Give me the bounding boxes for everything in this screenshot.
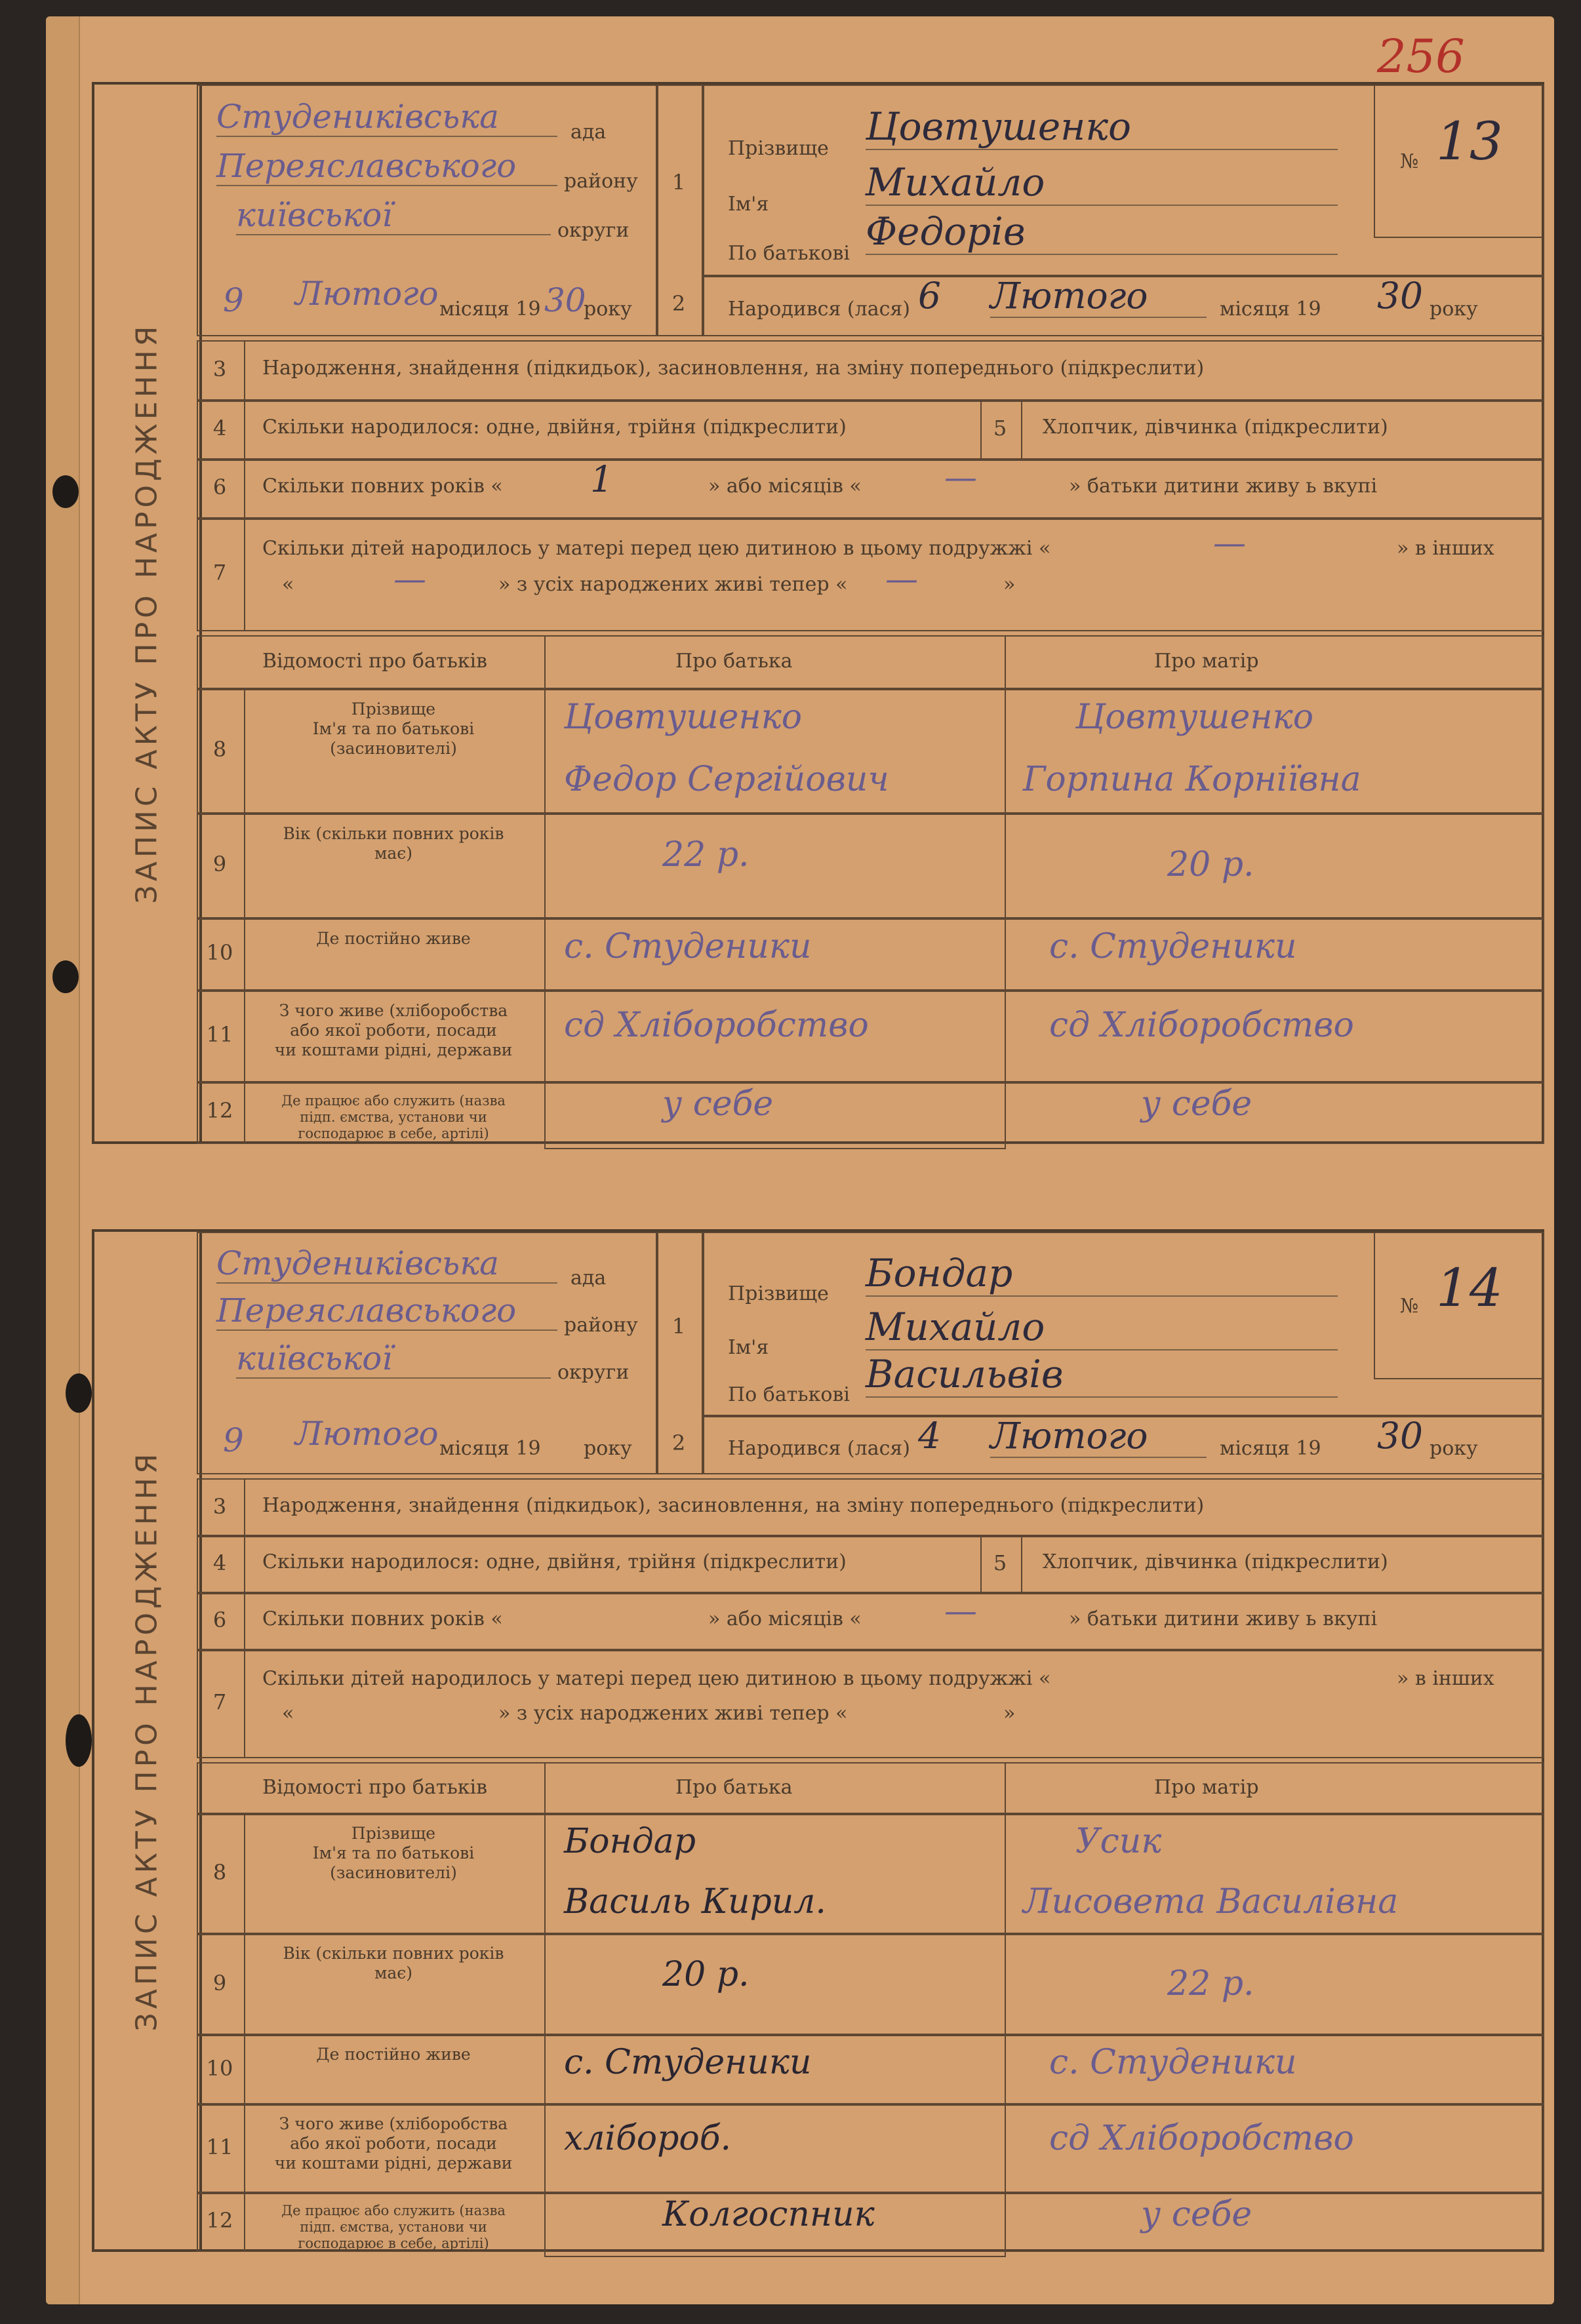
punch-hole <box>66 1373 92 1413</box>
row-number-1: 1 <box>671 1314 686 1339</box>
born-label: Народився (лася) <box>728 298 911 321</box>
row11-label: З чого живе (хліборобства або якої роботи, посади чи коштами рідні, держави <box>274 2114 513 2173</box>
birth-year: 30 <box>1377 275 1423 317</box>
father-work: у себе <box>662 1084 774 1124</box>
row5-label: Хлопчик, дівчинка (підкреслити) <box>1043 1550 1388 1574</box>
row-number-7: 7 <box>212 1689 227 1715</box>
name-value: Михайло <box>866 160 1338 206</box>
children-alive: — <box>885 560 918 598</box>
patronymic-value: Федорів <box>866 209 1338 255</box>
row-number-12: 12 <box>206 1098 233 1123</box>
row11-label: З чого живе (хліборобства або якої роботи, посади чи коштами рідні, держави <box>274 1001 513 1059</box>
mother-residence: с. Студеники <box>1049 927 1297 966</box>
reg-year-label: року <box>584 1436 632 1460</box>
okruha-value: київської <box>236 1339 551 1379</box>
row10-label: Де постійно живе <box>316 929 471 948</box>
row7-label-e: » <box>1003 1702 1016 1725</box>
father-residence: с. Студеники <box>564 2043 812 2083</box>
birth-day: 4 <box>918 1415 941 1457</box>
surname-value: Цовтушенко <box>866 104 1338 150</box>
years-together: 1 <box>590 458 613 500</box>
okruha-label: округи <box>557 219 630 242</box>
rada-label: ада <box>570 121 607 144</box>
punch-hole <box>66 1714 92 1767</box>
row-number-2: 2 <box>671 1430 686 1456</box>
mother-surname: Цовтушенко <box>1075 698 1314 737</box>
mother-header: Про матір <box>1154 1776 1259 1800</box>
mother-name: Лисовета Василівна <box>1023 1881 1399 1921</box>
row-number-4: 4 <box>212 416 227 441</box>
row-number-12: 12 <box>206 2207 233 2233</box>
birth-month: Лютого <box>990 1415 1207 1458</box>
okruha-value: київської <box>236 196 551 235</box>
raion-label: району <box>564 1314 638 1337</box>
row-number-8: 8 <box>212 1860 227 1885</box>
sidebar-title: ЗАПИС АКТУ ПРО НАРОДЖЕННЯ <box>130 322 164 904</box>
raion-label: району <box>564 170 638 193</box>
row12-label: Де працює або служить (назва підп. ємства, установи чи господарює в себе, артілі) <box>281 2203 506 2252</box>
row-number-6: 6 <box>212 1607 227 1632</box>
binding-strip <box>46 16 80 2304</box>
father-header: Про батька <box>675 650 793 673</box>
mother-occupation: сд Хліборобство <box>1049 2118 1354 2158</box>
name-value: Михайло <box>866 1305 1338 1350</box>
row8-label: Прізвище Ім'я та по батькові (засиновителі) <box>312 699 475 758</box>
parents-header: Відомості про батьків <box>262 1776 488 1800</box>
mother-age: 22 р. <box>1167 1964 1254 2004</box>
father-name: Василь Кирил. <box>564 1881 826 1921</box>
rada-value: Студениківська <box>216 1244 557 1284</box>
surname-value: Бондар <box>866 1251 1338 1297</box>
row7-label-a: Скільки дітей народилось у матері перед цею дитиною в цьому подружжі « <box>262 537 1051 560</box>
reg-day: 9 <box>223 1421 244 1459</box>
row7-label-c: « <box>282 573 294 596</box>
row-number-10: 10 <box>206 2055 233 2081</box>
punch-hole <box>52 475 79 508</box>
name-label: Ім'я <box>728 193 769 216</box>
father-name: Федор Сергійович <box>564 760 889 799</box>
reg-month: Лютого <box>295 275 439 313</box>
row6-label-b: » або місяців « <box>708 1607 862 1630</box>
row3-label: Народження, знайдення (підкидьок), засиновлення, на зміну попереднього (підкреслити) <box>262 357 1205 380</box>
row7-label-b: » в інших <box>1397 1667 1494 1691</box>
record-number: 14 <box>1436 1257 1503 1318</box>
record-form <box>197 82 1544 1144</box>
row4-label: Скільки народилося: одне, двійня, трійня (підкреслити) <box>262 1550 847 1574</box>
birth-month-label: місяця 19 <box>1220 1436 1321 1460</box>
row-number-3: 3 <box>212 1493 227 1519</box>
row8-label: Прізвище Ім'я та по батькові (засиновителі) <box>312 1824 475 1883</box>
row3-label: Народження, знайдення (підкидьок), засиновлення, на зміну попереднього (підкреслити) <box>262 1493 1205 1517</box>
row-number-8: 8 <box>212 737 227 762</box>
mother-residence: с. Студеники <box>1049 2043 1297 2083</box>
months-together: — <box>944 1591 977 1630</box>
father-work: Колгоспник <box>662 2194 875 2234</box>
row7-label-a: Скільки дітей народилось у матері перед цею дитиною в цьому подружжі « <box>262 1667 1051 1691</box>
reg-year-label: року <box>584 298 632 321</box>
parents-header: Відомості про батьків <box>262 650 488 673</box>
record-number: 13 <box>1436 111 1503 172</box>
row-number-9: 9 <box>212 1970 227 1996</box>
row12-label: Де працює або служить (назва підп. ємства, установи чи господарює в себе, артілі) <box>281 1093 506 1142</box>
row-number-2: 2 <box>671 291 686 316</box>
row-box-7 <box>197 1649 1544 1759</box>
birth-day: 6 <box>918 275 941 317</box>
row6-label-a: Скільки повних років « <box>262 1607 503 1630</box>
record-sidebar <box>92 1229 202 2252</box>
number-label: № <box>1400 1295 1419 1318</box>
row-number-5: 5 <box>993 1550 1007 1576</box>
rada-value: Студениківська <box>216 98 557 137</box>
father-occupation: сд Хліборобство <box>564 1006 869 1045</box>
patronymic-label: По батькові <box>728 242 850 265</box>
row-number-9: 9 <box>212 852 227 876</box>
row-number-11: 11 <box>206 1022 233 1047</box>
reg-month-label: місяця 19 <box>439 298 541 321</box>
row7-label-b: » в інших <box>1397 537 1494 560</box>
name-label: Ім'я <box>728 1335 769 1359</box>
row-number-4: 4 <box>212 1550 227 1576</box>
father-age: 20 р. <box>662 1954 750 1994</box>
rada-label: ада <box>570 1266 607 1290</box>
row7-label-d: » з усіх народжених живі тепер « <box>498 573 848 596</box>
row10-label: Де постійно живе <box>316 2045 471 2064</box>
mother-name: Горпина Корніївна <box>1023 760 1361 799</box>
patronymic-value: Васильвів <box>866 1352 1338 1398</box>
mother-occupation: сд Хліборобство <box>1049 1006 1354 1045</box>
record-form <box>197 1229 1544 2252</box>
number-label: № <box>1400 150 1419 173</box>
father-age: 22 р. <box>662 835 750 875</box>
row-number-6: 6 <box>212 475 227 500</box>
row9-label: Вік (скільки повних років має) <box>283 824 504 863</box>
document-page <box>46 16 1554 2304</box>
birth-record-1 <box>92 82 1544 1144</box>
row7-label-e: » <box>1003 573 1016 596</box>
row6-label-a: Скільки повних років « <box>262 475 503 498</box>
surname-label: Прізвище <box>728 137 829 160</box>
surname-label: Прізвище <box>728 1282 829 1306</box>
row7-label-c: « <box>282 1702 294 1725</box>
row5-label: Хлопчик, дівчинка (підкреслити) <box>1043 416 1388 439</box>
raion-value: Переяславського <box>216 1291 557 1331</box>
reg-day: 9 <box>223 281 244 319</box>
row9-label: Вік (скільки повних років має) <box>283 1944 504 1983</box>
row6-label-b: » або місяців « <box>708 475 862 498</box>
record-sidebar <box>92 82 202 1144</box>
birth-year-label: року <box>1430 298 1478 321</box>
row4-label: Скільки народилося: одне, двійня, трійня (підкреслити) <box>262 416 847 439</box>
father-residence: с. Студеники <box>564 927 812 966</box>
punch-hole <box>52 960 79 993</box>
reg-month: Лютого <box>295 1415 439 1453</box>
archive-number: 256 <box>1377 30 1465 83</box>
mother-header: Про матір <box>1154 650 1259 673</box>
mother-age: 20 р. <box>1167 845 1254 884</box>
sidebar-title: ЗАПИС АКТУ ПРО НАРОДЖЕННЯ <box>130 1449 164 2032</box>
row7-label-d: » з усіх народжених живі тепер « <box>498 1702 848 1725</box>
row-number-1: 1 <box>671 170 686 195</box>
row-number-7: 7 <box>212 560 227 585</box>
father-occupation: хлібороб. <box>564 2118 731 2158</box>
children-other: — <box>393 560 426 598</box>
row-number-3: 3 <box>212 357 227 382</box>
raion-value: Переяславського <box>216 147 557 186</box>
father-surname: Бондар <box>564 1822 696 1862</box>
birth-year: 30 <box>1377 1415 1423 1457</box>
birth-month-label: місяця 19 <box>1220 298 1321 321</box>
row6-label-c: » батьки дитини живу ь вкупі <box>1069 1607 1378 1630</box>
children-before: — <box>1213 524 1246 562</box>
born-label: Народився (лася) <box>728 1436 911 1460</box>
father-header: Про батька <box>675 1776 793 1800</box>
okruha-label: округи <box>557 1361 630 1385</box>
mother-work: у себе <box>1141 2194 1252 2234</box>
reg-month-label: місяця 19 <box>439 1436 541 1460</box>
mother-surname: Усик <box>1075 1822 1162 1862</box>
birth-record-2 <box>92 1229 1544 2252</box>
birth-month: Лютого <box>990 275 1207 318</box>
row-number-5: 5 <box>993 416 1007 441</box>
reg-year: 30 <box>544 281 586 319</box>
row-number-10: 10 <box>206 940 233 965</box>
months-together: — <box>944 458 977 496</box>
birth-year-label: року <box>1430 1436 1478 1460</box>
mother-work: у себе <box>1141 1084 1252 1124</box>
father-surname: Цовтушенко <box>564 698 803 737</box>
patronymic-label: По батькові <box>728 1383 850 1407</box>
row-number-11: 11 <box>206 2135 233 2160</box>
row6-label-c: » батьки дитини живу ь вкупі <box>1069 475 1378 498</box>
